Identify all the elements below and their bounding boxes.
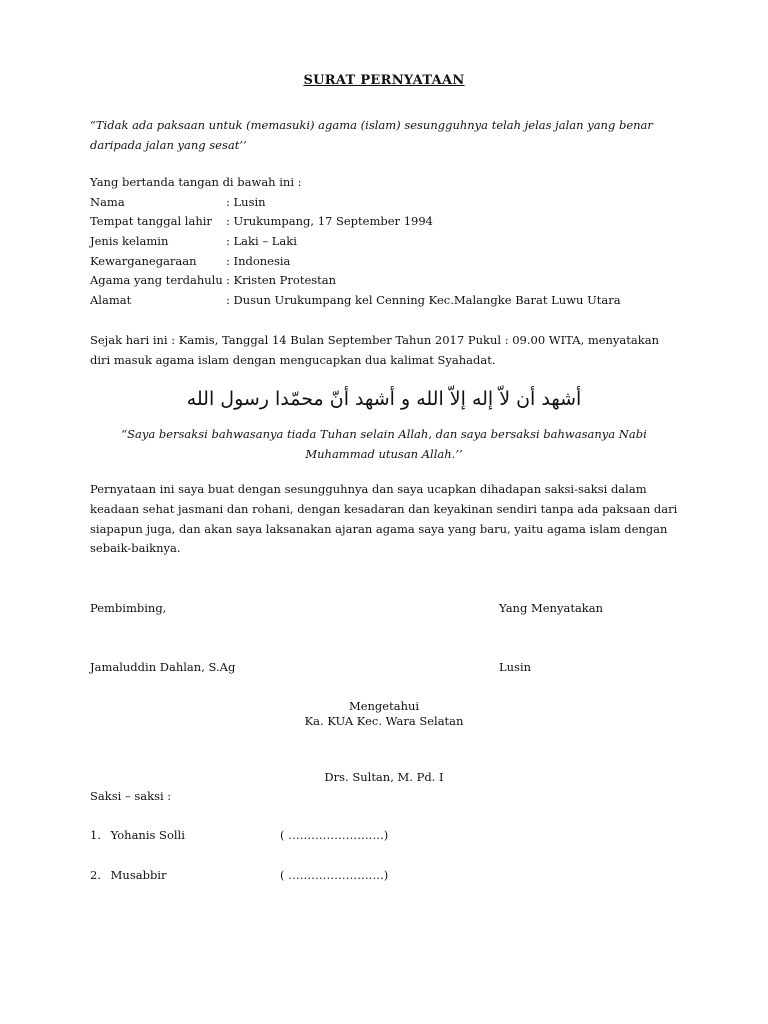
quran-quote-line-1: “Tidak ada paksaan untuk (memasuki) agama (islam) sesungguhnya telah jelas jalan yang benar bbox=[90, 118, 653, 132]
field-value-address: : Dusun Urukumpang kel Cenning Kec.Malangke Barat Luwu Utara bbox=[226, 293, 621, 307]
signature-name-mentor: Jamaluddin Dahlan, S.Ag bbox=[90, 660, 236, 674]
witness-name: Musabbir bbox=[110, 868, 167, 882]
witness-number: 1. bbox=[90, 828, 101, 842]
acknowledgement-name: Drs. Sultan, M. Pd. I bbox=[324, 770, 444, 784]
field-label-previous-religion: Agama yang terdahulu bbox=[90, 273, 223, 287]
field-value-name: : Lusin bbox=[226, 195, 266, 209]
witness-item-1 bbox=[90, 828, 185, 842]
field-label-address: Alamat bbox=[90, 293, 132, 307]
witness-item-2 bbox=[90, 868, 166, 882]
witness-name: Yohanis Solli bbox=[110, 828, 185, 842]
statement-line-1: Sejak hari ini : Kamis, Tanggal 14 Bulan September Tahun 2017 Pukul : 09.00 WITA, menyatakan bbox=[90, 333, 659, 347]
field-value-previous-religion: : Kristen Protestan bbox=[226, 273, 337, 287]
witness-signature-line-1: ( …………………….) bbox=[280, 828, 389, 842]
acknowledgement-office: Ka. KUA Kec. Wara Selatan bbox=[304, 714, 464, 728]
field-label-birth: Tempat tanggal lahir bbox=[90, 214, 212, 228]
shahada-translation-line-1: “Saya bersaksi bahwasanya tiada Tuhan selain Allah, dan saya bersaksi bahwasanya Nabi bbox=[121, 427, 647, 441]
declaration-line-1: Pernyataan ini saya buat dengan sesungguhnya dan saya ucapkan dihadapan saksi-saksi dalam bbox=[90, 482, 647, 496]
witness-signature-line-2: ( …………………….) bbox=[280, 868, 389, 882]
signature-name-declarant: Lusin bbox=[499, 660, 532, 674]
field-value-birth: : Urukumpang, 17 September 1994 bbox=[226, 214, 433, 228]
shahada-arabic: أشهد أن لاّ إله إلاّ الله و أشهد أنّ محمّدا رسول الله bbox=[186, 388, 582, 410]
field-label-gender: Jenis kelamin bbox=[90, 234, 169, 248]
field-value-citizenship: : Indonesia bbox=[226, 254, 291, 268]
field-label-citizenship: Kewarganegaraan bbox=[90, 254, 197, 268]
acknowledgement-label: Mengetahui bbox=[348, 699, 420, 713]
witness-number: 2. bbox=[90, 868, 101, 882]
declaration-line-2: keadaan sehat jasmani dan rohani, dengan kesadaran dan keyakinan sendiri tanpa ada paksaan dari bbox=[90, 502, 678, 516]
shahada-translation-line-2: Muhammad utusan Allah.’’ bbox=[305, 447, 463, 461]
signature-role-declarant: Yang Menyatakan bbox=[499, 601, 604, 615]
field-label-name: Nama bbox=[90, 195, 125, 209]
signature-role-mentor: Pembimbing, bbox=[90, 601, 167, 615]
field-value-gender: : Laki – Laki bbox=[226, 234, 297, 248]
quran-quote-line-2: daripada jalan yang sesat’’ bbox=[90, 138, 247, 152]
document-title: SURAT PERNYATAAN bbox=[303, 73, 465, 88]
declaration-line-4: sebaik-baiknya. bbox=[90, 541, 181, 555]
intro-text: Yang bertanda tangan di bawah ini : bbox=[90, 175, 302, 189]
declaration-line-3: siapapun juga, dan akan saya laksanakan ajaran agama saya yang baru, yaitu agama islam dengan bbox=[90, 522, 668, 536]
statement-line-2: diri masuk agama islam dengan mengucapkan dua kalimat Syahadat. bbox=[90, 353, 496, 367]
witnesses-label: Saksi – saksi : bbox=[90, 789, 172, 803]
